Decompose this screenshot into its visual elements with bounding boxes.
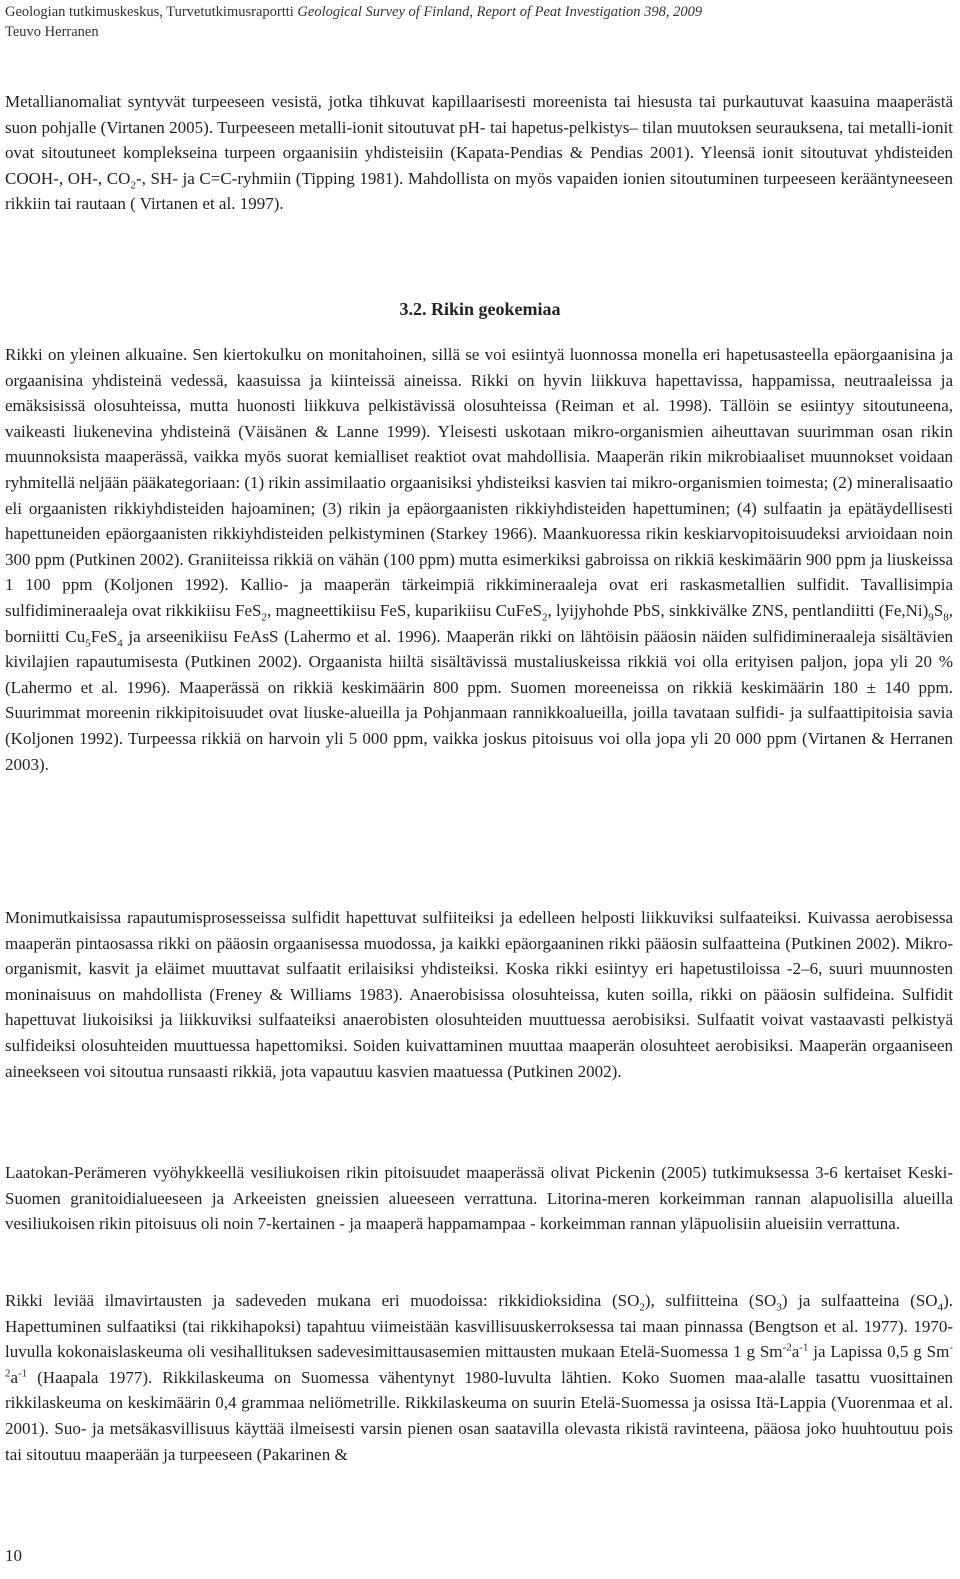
text-run: Rikki leviää ilmavirtausten ja sadeveden mukana eri muodoissa: rikkidioksidina (SO [5,1291,640,1310]
journal-line [5,2,702,22]
journal-name: Geologian tutkimuskeskus, Turvetutkimusraportti [5,4,298,20]
superscript: -1 [18,1367,28,1380]
superscript: -2 [5,1341,953,1380]
text-run: , borniitti Cu [5,600,953,646]
text-run: , lyijyhohde PbS, sinkkivälke ZNS, pentlandiitti (Fe,Ni) [547,600,929,620]
superscript: -2 [782,1341,792,1354]
subscript: 2 [261,611,267,624]
subscript: 2 [639,1301,645,1314]
author-line: Teuvo Herranen [5,24,99,40]
text-run: ja arseenikiisu FeAsS (Lahermo et al. 1996). Maaperän rikki on lähtöisin pääosin näiden sulfidimineraaleja sisältävien kivilajien rapautumisesta (Putkinen 2002). Orgaanista hiiltä sisältävissä mustaliuskeissa rikkiä voi olla erityisen paljon, jopa yli 20 % (Lahermo et al. 1996). Maaperässä on rikkiä keskimäärin 800 ppm. Suomen moreeneissa on rikkiä keskimäärin 180 ± 140 ppm. Suurimmat moreenin rikkipitoisuudet ovat liuske-alueilla ja Pohjanmaan rannikkoalueilla, joilla tavataan sulfidi- ja sulfaattipitoisia savia (Koljonen 1992). Turpeessa rikkiä on harvoin yli 5 000 ppm, vaikka joskus pitoisuus voi olla jopa yli 20 000 ppm (Virtanen & Herranen 2003). [5,626,953,774]
text-run: a [10,1367,19,1387]
text-run: ja Lapissa 0,5 g Sm [808,1342,950,1362]
text-run: ) ja sulfaatteina (SO [781,1291,938,1310]
subscript: 8 [943,611,949,624]
subscript: 3 [776,1301,782,1314]
paragraph-water-soluble-sulfur: Laatokan-Perämeren vyöhykkeellä vesiliukoisen rikin pitoisuudet maaperässä olivat Pickenin (2005) tutkimuksessa 3-6 kertaiset Keski-Suomen granitoidialueeseen ja Arkeeisten gneissien alueeseen verrattuna. Litorina-meren korkeimman rannan alapuolisilla alueilla vesiliukoisen rikin pitoisuus oli noin 7-kertainen - ja maaperä happamampaa - korkeimman rannan yläpuolisiin alueisiin verrattuna. [5,1163,953,1234]
superscript: -1 [799,1341,809,1354]
subscript: 2 [130,179,136,192]
subscript: 4 [937,1301,944,1314]
text-run: FeS [90,626,118,646]
subscript: 9 [928,611,934,624]
subscript: 2 [541,611,548,624]
text-run: , magneettikiisu FeS, kuparikiisu CuFeS [266,600,542,620]
paragraph-sulfur-geochemistry [5,342,953,777]
text-run: a [791,1342,800,1362]
paragraph-sulfur-deposition [5,1288,953,1467]
paragraph-weathering-processes: Monimutkaisissa rapautumisprosesseissa sulfidit hapettuvat sulfiiteiksi ja edelleen helposti liikkuviksi sulfaateiksi. Kuivassa aerobisessa maaperän pintaosassa rikki on pääosin orgaanisessa muodossa, ja kaikki epäorgaaninen rikki pääosin sulfaatteina (Putkinen 2002). Mikro-organismit, kasvit ja eläimet muuttavat sulfaatit erilaisiksi yhdisteiksi. Koska rikki esiintyy eri hapetustiloissa -2–6, suuri muunnosten moninaisuus on mahdollista (Freney & Williams 1983). Anaerobisissa olosuhteissa, kuten soilla, rikki on pääosin sulfideina. Sulfidit hapettuvat liukoisiksi ja liikkuviksi sulfaateiksi anaerobisten olosuhteiden muuttuessa aerobisiksi. Sulfaatit voivat vastaavasti pelkistyä sulfideiksi olosuhteiden muuttuessa hapettomiksi. Soiden kuivattaminen muuttaa maaperän olosuhteet aerobisiksi. Maaperän orgaaniseen aineekseen voi sitoutua runsaasti rikkiä, jota vapautuu kasvien maatuessa (Putkinen 2002). [5,908,953,1081]
section-heading: 3.2. Rikin geokemiaa [399,299,561,319]
text-run: S [933,600,944,620]
text-run: Metallianomaliat syntyvät turpeeseen vesistä, jotka tihkuvat kapillaarisesti moreenista tai hiesusta tai purkautuvat kaasuina maaperästä suon pohjalle (Virtanen 2005). Turpeeseen metalli-ionit sitoutuvat pH- tai hapetus-pelkistys– tilan muutoksen seurauksena, tai metalli-ionit ovat sitoutuneet komplekseina turpeen orgaanisiin yhdisteisiin (Kapata-Pendias & Pendias 2001). Yleensä ionit sitoutuvat yhdisteiden COOH-, OH-, CO [5,92,953,188]
text-run: -, SH- ja C=C-ryhmiin (Tipping 1981). Mahdollista on myös vapaiden ionien sitoutuminen turpeeseen kerääntyneeseen rikkiin tai rautaan ( Virtanen et al. 1997). [5,168,953,214]
text-run: (Haapala 1977). Rikkilaskeuma on Suomessa vähentynyt 1980-luvulta lähtien. Koko Suomen maa-alalle tasattu vuosittainen rikkilaskeuma on keskimäärin 0,4 grammaa neliömetrille. Rikkilaskeuma on suurin Etelä-Suomessa ja osissa Itä-Lappia (Vuorenmaa et al. 2001). Suo- ja metsäkasvillisuus käyttää ilmeisesti varsin pienen osan saatavilla olevasta rikistä ravinteena, pääosa joko huuhtoutuu pois tai sitoutuu maaperään ja turpeeseen (Pakarinen & [5,1367,953,1464]
text-run: Rikki on yleinen alkuaine. Sen kiertokulku on monitahoinen, sillä se voi esiintyä luonnossa monella eri hapetusasteella epäorgaanisina ja orgaanisina yhdisteinä vedessä, kaasuissa ja kiinteissä aineissa. Rikki on hyvin liikkuva hapettavissa, happamissa, neutraaleissa ja emäksisissä olosuhteissa, mutta huonosti liikkuva pelkistävissä olosuhteissa (Reiman et al. 1998). Tällöin se esiintyy sitoutuneena, vaikeasti liukenevina yhdisteinä (Väisänen & Lanne 1999). Yleisesti uskotaan mikro-organismien aiheuttavan suurimman osan rikin muunnoksista maaperässä, vaikka myös suorat kemialliset reaktiot ovat mahdollisia. Maaperän rikin mikrobiaaliset muunnokset voidaan ryhmitellä neljään pääkategoriaan: (1) rikin assimilaatio orgaanisiksi yhdisteiksi kasvien tai mikro-organismien toimesta; (2) mineralisaatio eli orgaanisten rikkiyhdisteiden hajoaminen; (3) rikin ja epäorgaanisten rikkiyhdisteiden hapettuminen; (4) sulfaatin ja epätäydellisesti hapettuneiden epäorgaanisten rikkiyhdisteiden pelkistyminen (Starkey 1966). Maankuoressa rikin keskiarvopitoisuudeksi arvioidaan noin 300 ppm (Putkinen 2002). Graniiteissa rikkiä on vähän (100 ppm) mutta esimerkiksi gabroissa on rikkiä keskimäärin 900 ppm ja liuskeissa 1 100 ppm (Koljonen 1992). Kallio- ja maaperän tärkeimpiä rikkimineraaleja ovat eri raskasmetallien sulfidit. Tavallisimpia sulfidimineraaleja ovat rikkikiisu FeS [5,345,953,620]
page-number: 10 [5,1546,22,1565]
journal-name-english: Geological Survey of Finland, Report of Peat Investigation 398, 2009 [297,4,703,20]
text-run: ), sulfiitteina (SO [644,1291,777,1310]
text-run: ). Hapettuminen sulfaatiksi (tai rikkihapoksi) tapahtuu viimeistään kasvillisuuskerroksessa tai maan pinnassa (Bengtson et al. 1977). 1970-luvulla kokonaislaskeuma oli vesihallituksen sadevesimittausasemien mittausten mukaan Etelä-Suomessa 1 g Sm [5,1291,953,1362]
running-header [5,2,702,42]
paragraph-metal-anomalies [5,89,953,217]
subscript: 4 [117,636,123,649]
subscript: 5 [85,636,91,649]
